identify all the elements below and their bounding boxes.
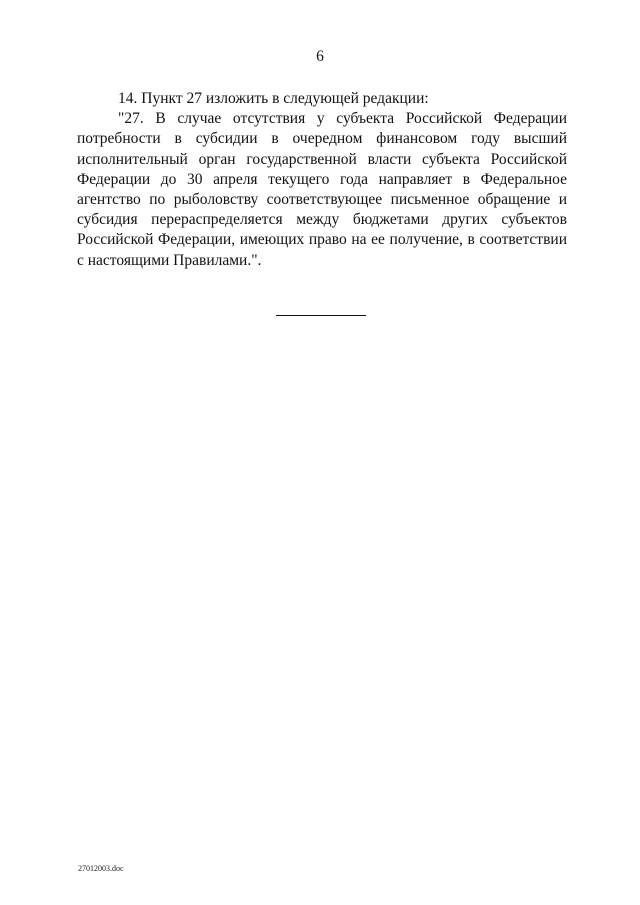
document-body bbox=[77, 89, 567, 271]
amendment-heading-paragraph: 14. Пункт 27 изложить в следующей редакции: bbox=[118, 90, 429, 107]
end-separator-line bbox=[276, 315, 366, 316]
footer-filename: 27012003.doc bbox=[78, 864, 124, 873]
page-number: 6 bbox=[316, 48, 324, 65]
amendment-text-paragraph: "27. В случае отсутствия у субъекта Российской Федерации потребности в субсидии в очередном финансовом году высший исполнительный орган государственной власти субъекта Российской Федерации до 30 апреля текущего года направляет в Федеральное агентство по рыболовству соответствующее письменное обращение и субсидия перераспределяется между бюджетами других субъектов Российской Федерации, имеющих право на ее получение, в соответствии с настоящими Правилами.". bbox=[77, 110, 567, 269]
